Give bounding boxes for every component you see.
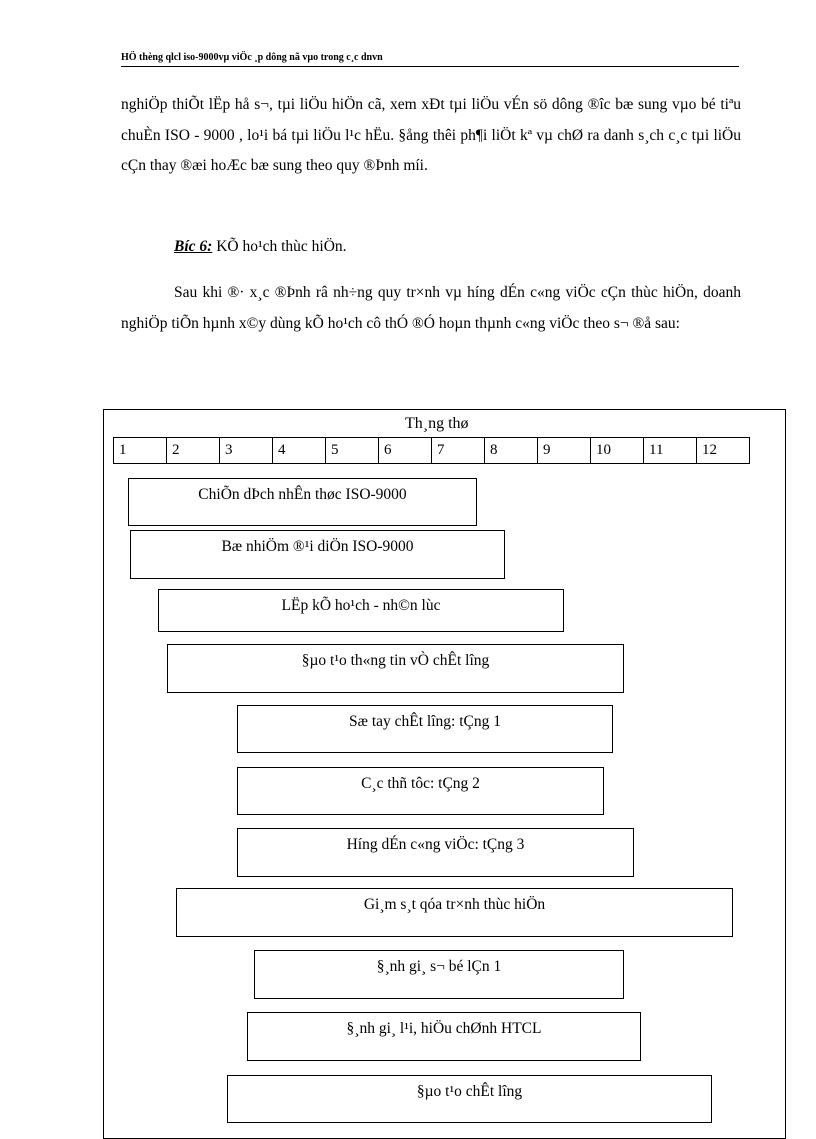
month-cell: 2 — [166, 437, 220, 464]
month-cell: 7 — [431, 437, 485, 464]
month-cell: 4 — [272, 437, 326, 464]
step-heading — [121, 232, 741, 263]
month-cell: 9 — [537, 437, 591, 464]
task-preliminary-audit: §¸nh gi¸ s¬ bé lÇn 1 — [254, 950, 624, 999]
month-cell: 3 — [219, 437, 273, 464]
task-quality-training-info: §µo t¹o th«ng tin vÒ chÊt lîng — [167, 644, 624, 693]
task-awareness-campaign: ChiÕn dÞch nhÊn thøc ISO-9000 — [128, 478, 477, 526]
month-cell: 8 — [484, 437, 538, 464]
paragraph-intro: nghiÖp thiÕt lËp hå s¬, tµi liÖu hiÖn cã, xem xÐt tµi liÖu vÉn sö dông ®îc bæ sung vµo bé tiªu chuÈn ISO - 9000 , lo¹i bá tµi liÖu l¹c hËu. §ång thêi ph¶i liÖt kª vµ chØ ra danh s¸ch c¸c tµi liÖu cÇn thay ®æi hoÆc bæ sung theo quy ®Þnh míi. — [121, 96, 741, 174]
running-header: HÖ thèng qlcl iso-9000vµ viÖc ¸p dông nã vµo trong c¸c dnvn — [121, 52, 739, 67]
step-title: KÕ ho¹ch thùc hiÖn. — [212, 238, 347, 255]
task-reaudit-correction: §¸nh gi¸ l¹i, hiÖu chØnh HTCL — [247, 1012, 641, 1061]
task-monitoring: Gi¸m s¸t qóa tr×nh thùc hiÖn — [176, 888, 733, 937]
month-cell: 11 — [643, 437, 697, 464]
step-label: Bíc 6: — [174, 238, 213, 255]
paragraph-plan: Sau khi ®· x¸c ®Þnh râ nh÷ng quy tr×nh vµ híng dÉn c«ng viÖc cÇn thùc hiÖn, doanh nghiÖp tiÕn hµnh x©y dùng kÕ ho¹ch cô thÓ ®Ó hoµn thµnh c«ng viÖc theo s¬ ®å sau: — [121, 284, 741, 332]
month-axis — [113, 437, 750, 464]
task-procedures: C¸c thñ tôc: tÇng 2 — [237, 767, 604, 815]
task-quality-manual: Sæ tay chÊt lîng: tÇng 1 — [237, 705, 613, 753]
month-cell: 5 — [325, 437, 379, 464]
task-quality-training: §µo t¹o chÊt lîng — [227, 1075, 712, 1123]
task-planning-resources: LËp kÕ ho¹ch - nh©n lùc — [158, 589, 564, 632]
month-cell: 1 — [113, 437, 167, 464]
task-appoint-representative: Bæ nhiÖm ®¹i diÖn ISO-9000 — [130, 530, 505, 579]
month-cell: 12 — [696, 437, 750, 464]
month-cell: 10 — [590, 437, 644, 464]
month-axis-title: Th¸ng thø — [405, 415, 469, 432]
month-cell: 6 — [378, 437, 432, 464]
task-work-instructions: Híng dÉn c«ng viÖc: tÇng 3 — [237, 828, 634, 877]
